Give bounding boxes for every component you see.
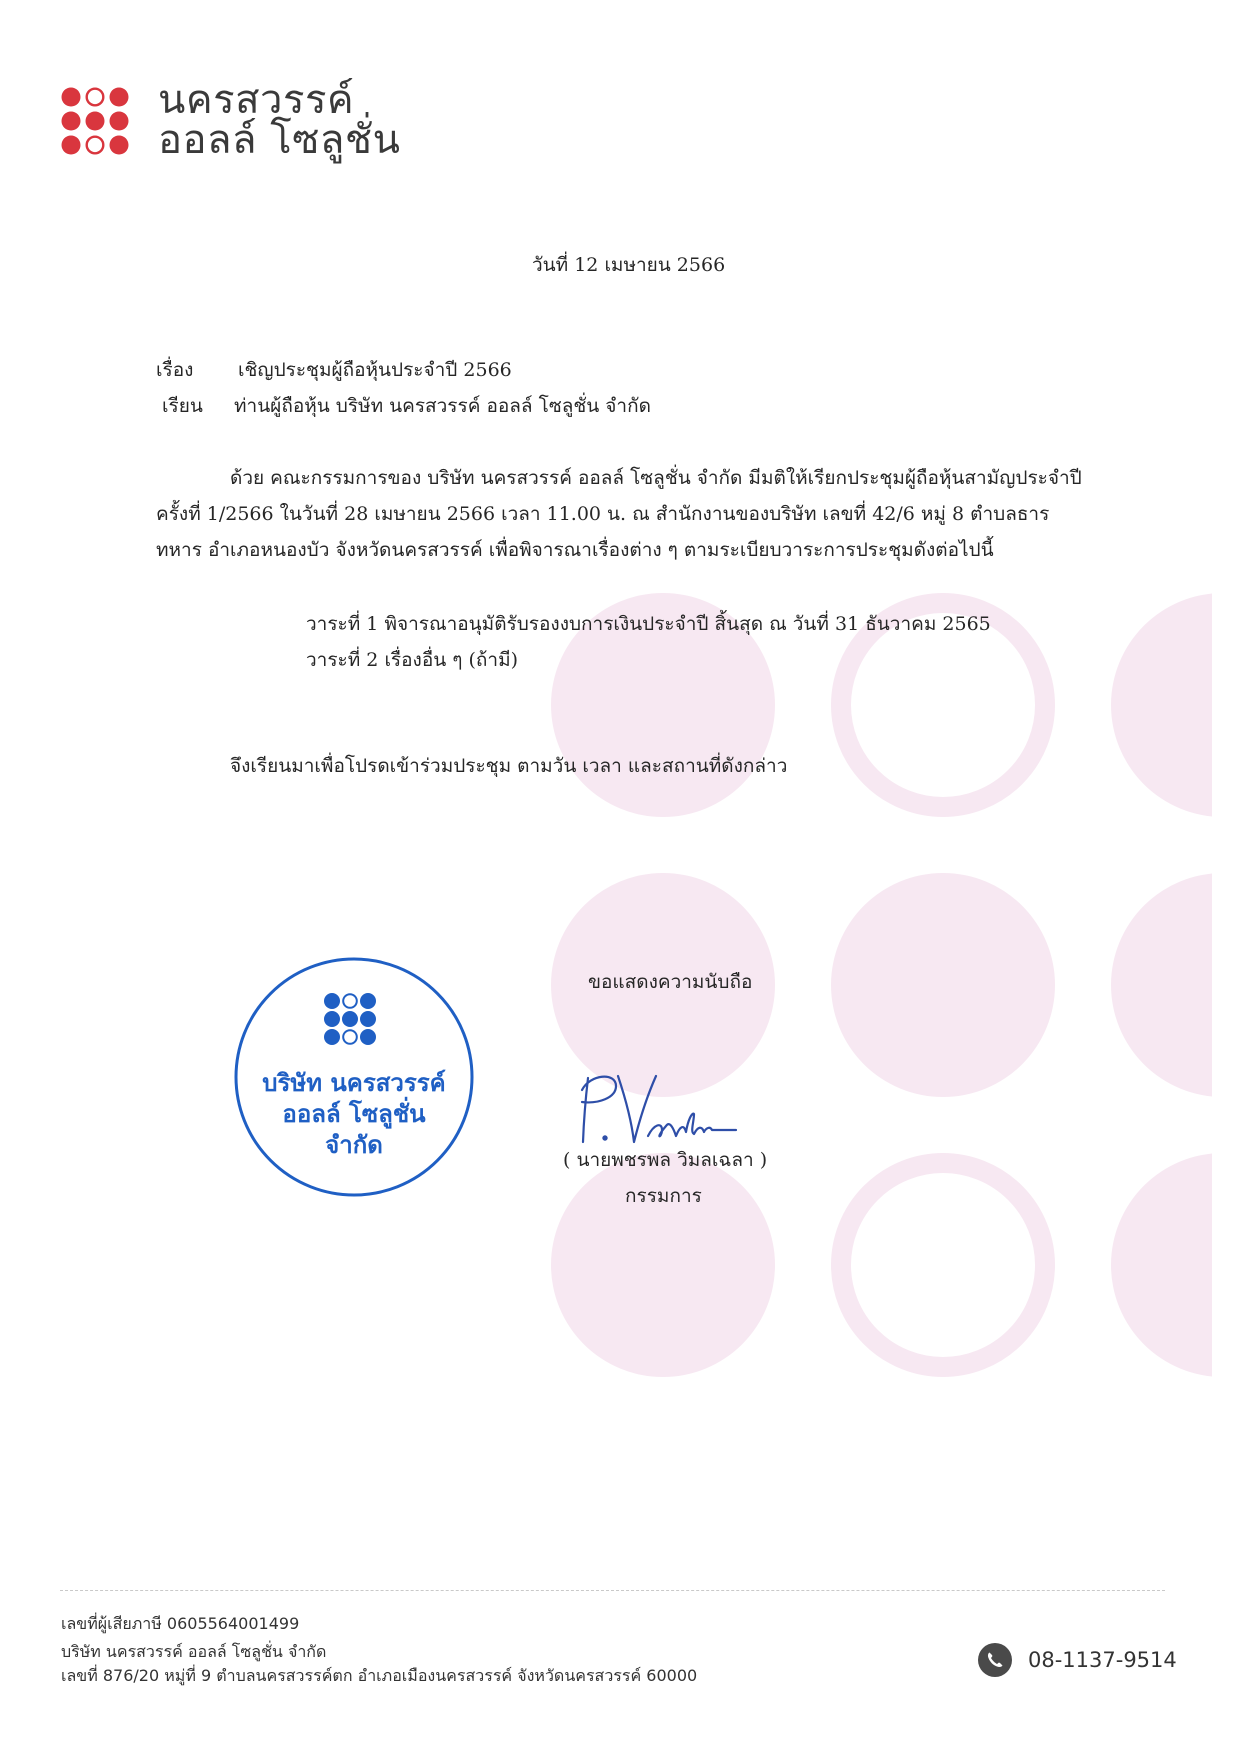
closing-regards: ขอแสดงความนับถือ (588, 971, 753, 993)
footer-company-name: บริษัท นครสวรรค์ ออลล์ โซลูชั่น จำกัด (61, 1642, 327, 1661)
agenda-item: วาระที่ 2 เรื่องอื่น ๆ (ถ้ามี) (306, 649, 519, 671)
footer-company-info (61, 1612, 697, 1688)
signer-name: ( นายพชรพล วิมลเฉลา ) (563, 1149, 768, 1171)
stamp-line1: บริษัท นครสวรรค์ (262, 1069, 446, 1097)
handwritten-signature (570, 1070, 740, 1150)
body-line: ทหาร อำเภอหนองบัว จังหวัดนครสวรรค์ เพื่อพิจารณาเรื่องต่าง ๆ ตามระเบียบวาระการประชุมดังต่อไปนี้ (156, 539, 994, 561)
letter-body-paragraph (156, 460, 1091, 568)
signer-title: กรรมการ (625, 1185, 702, 1207)
phone-number: 08-1137-9514 (1028, 1648, 1177, 1672)
footer-address: เลขที่ 876/20 หมู่ที่ 9 ตำบลนครสวรรค์ตก อำเภอเมืองนครสวรรค์ จังหวัดนครสวรรค์ 60000 (61, 1666, 698, 1685)
footer-phone (978, 1642, 1177, 1678)
stamp-line3: จำกัด (325, 1131, 383, 1159)
recipient-label: เรียน (162, 395, 203, 417)
subject-label: เรื่อง (156, 359, 194, 381)
subject-text: เชิญประชุมผู้ถือหุ้นประจำปี 2566 (238, 359, 512, 381)
footer-tax-id: เลขที่ผู้เสียภาษี 0605564001499 (61, 1614, 300, 1633)
recipient-text: ท่านผู้ถือหุ้น บริษัท นครสวรรค์ ออลล์ โซลูชั่น จำกัด (234, 395, 651, 417)
stamp-line2: ออลล์ โซลูชั่น (282, 1100, 426, 1128)
company-seal-stamp (232, 955, 476, 1199)
brand-name-line1: นครสวรรค์ (158, 77, 355, 123)
phone-icon (978, 1643, 1012, 1677)
footer-divider (60, 1590, 1165, 1591)
letter-date: วันที่ 12 เมษายน 2566 (532, 254, 726, 276)
company-logo-wordmark (158, 77, 401, 163)
body-line: ครั้งที่ 1/2566 ในวันที่ 28 เมษายน 2566 เวลา 11.00 น. ณ สำนักงานของบริษัท เลขที่ 42/6 หมู่ 8 ตำบลธาร (156, 503, 1050, 525)
body-line: ด้วย คณะกรรมการของ บริษัท นครสวรรค์ ออลล์ โซลูชั่น จำกัด มีมติให้เรียกประชุมผู้ถือหุ้นสามัญประจำปี (230, 467, 1082, 489)
company-logo-icon (60, 85, 130, 155)
closing-sentence: จึงเรียนมาเพื่อโปรดเข้าร่วมประชุม ตามวัน เวลา และสถานที่ดังกล่าว (230, 755, 788, 777)
brand-name-line2: ออลล์ โซลูชั่น (158, 117, 401, 163)
agenda-item: วาระที่ 1 พิจารณาอนุมัติรับรองงบการเงินประจำปี สิ้นสุด ณ วันที่ 31 ธันวาคม 2565 (306, 613, 991, 635)
